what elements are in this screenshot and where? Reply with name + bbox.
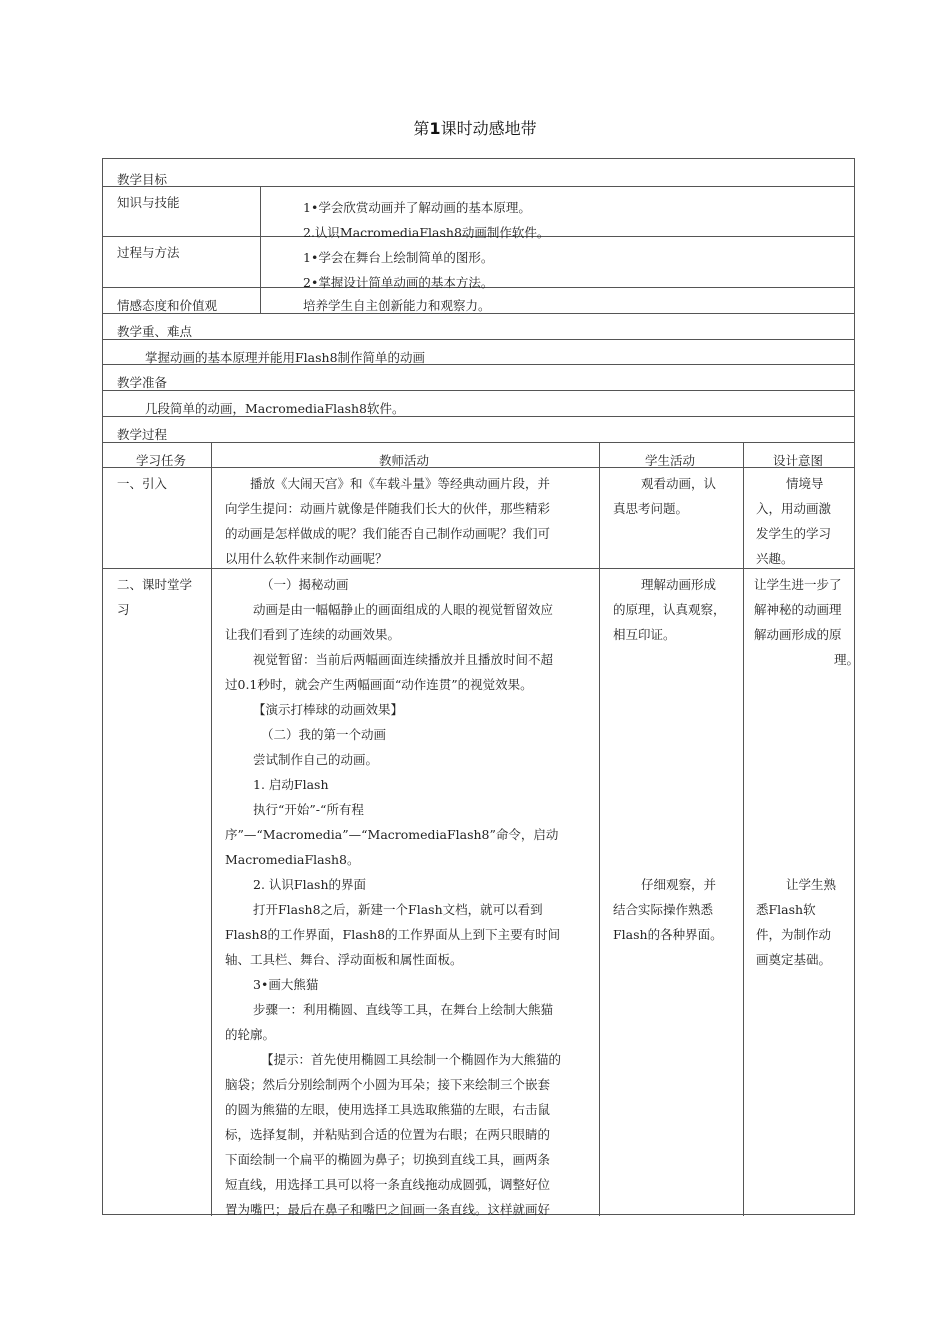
row-learning-intent-b: 让学生熟 悉Flash软 件，为制作动 画奠定基础。 bbox=[756, 877, 837, 967]
knowledge-label: 知识与技能 bbox=[117, 195, 180, 210]
row-learning-intent-a: 让学生进一步了 解神秘的动画理 解动画形成的原 理。 bbox=[754, 577, 860, 667]
key-points-content: 掌握动画的基本原理并能用Flash8制作简单的动画 bbox=[145, 350, 426, 365]
knowledge-content: 1•学会欣赏动画并了解动画的基本原理。 2.认识MacromediaFlash8动画制作软件。 bbox=[303, 200, 550, 240]
row-intro-task: 一、引入 bbox=[117, 476, 168, 491]
goals-header: 教学目标 bbox=[117, 172, 168, 187]
row-intro-teacher: 播放《大闹天宫》和《车载斗量》等经典动画片段，并 向学生提问：动画片就像是伴随我们长大的伙伴，那些精彩 的动画是怎样做成的呢？我们能否自己制作动画呢？我们可 以用什么软件来制作动画呢？ bbox=[225, 476, 551, 566]
key-points-header: 教学重、难点 bbox=[117, 324, 193, 339]
process-label: 过程与方法 bbox=[117, 245, 180, 260]
attitude-content: 培养学生自主创新能力和观察力。 bbox=[303, 298, 491, 313]
preparation-header: 教学准备 bbox=[117, 375, 168, 390]
preparation-content: 几段简单的动画，MacromediaFlash8软件。 bbox=[145, 401, 405, 416]
column-header-intent: 设计意图 bbox=[773, 453, 824, 468]
lesson-plan-table bbox=[102, 158, 860, 1217]
attitude-label: 情感态度和价值观 bbox=[117, 298, 218, 313]
row-learning-teacher: （一）揭秘动画 动画是由一幅幅静止的画面组成的人眼的视觉暂留效应 让我们看到了连续的动画效果。 视觉暂留：当前后两幅画面连续播放并且播放时间不超 过0.1秒时，就会产生两幅画面“动作连贯”的视觉效果。 【演示打棒球的动画效果】 （二）我的第一个动画 尝试制作自己的动画。 1. 启动Flash 执行“开始”-“所有程 序”—“Macromedia”—“MacromediaFlash8”命令，启动 MacromediaFlash8。 2. 认识Flash的界面 打开Flash8之后，新建一个Flash文档，就可以看到 Flash8的工作界面，Flash8的工作界面从上到下主要有时间 轴、工具栏、舞台、浮动面板和属性面板。 3•画大熊猫 步骤一：利用椭圆、直线等工具，在舞台上绘制大熊猫 的轮廓。 【提示：首先使用椭圆工具绘制一个椭圆作为大熊猫的 脑袋；然后分别绘制两个小圆为耳朵；接下来绘制三个嵌套 的圆为熊猫的左眼，使用选择工具选取熊猫的左眼，右击鼠 标，选择复制，并粘贴到合适的位置为右眼；在两只眼睛的 下面绘制一个扁平的椭圆为鼻子；切换到直线工具，画两条 短直线，用选择工具可以将一条直线拖动成圆弧，调整好位 置为嘴巴；最后在鼻子和嘴巴之间画一条直线。这样就画好 bbox=[225, 577, 562, 1217]
process-section-header: 教学过程 bbox=[117, 427, 168, 442]
row-intro-intent: 情境导 入，用动画激 发学生的学习 兴趣。 bbox=[756, 476, 832, 566]
process-content: 1•学会在舞台上绘制简单的图形。 2•掌握设计简单动画的基本方法。 bbox=[303, 250, 494, 290]
row-learning-student-a: 理解动画形成 的原理，认真观察， 相互印证。 bbox=[613, 577, 726, 642]
row-learning-task: 二、课时堂学 习 bbox=[117, 577, 193, 617]
page-title: 第1课时动感地带 bbox=[413, 119, 537, 138]
column-header-teacher: 教师活动 bbox=[379, 453, 430, 468]
row-learning-student-b: 仔细观察，并 结合实际操作熟悉 Flash的各种界面。 bbox=[613, 877, 723, 942]
column-header-student: 学生活动 bbox=[645, 453, 696, 468]
row-intro-student: 观看动画，认 真思考问题。 bbox=[613, 476, 717, 516]
column-header-task: 学习任务 bbox=[136, 453, 187, 468]
